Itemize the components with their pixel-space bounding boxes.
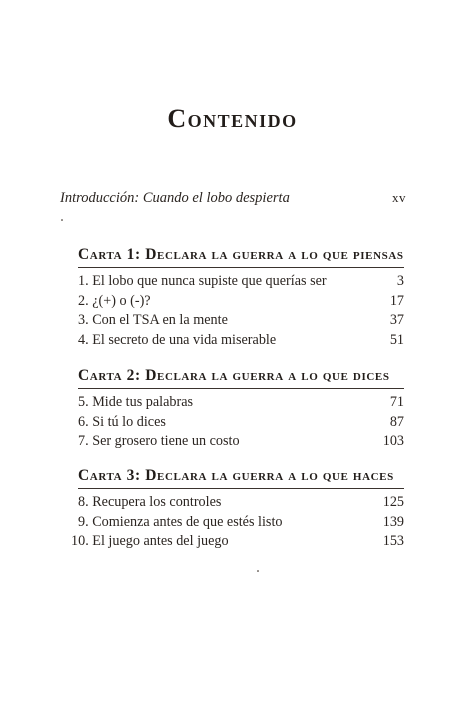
toc-entry [71,532,404,552]
paper-speck [257,570,259,572]
page-title: Contenido [167,104,298,133]
entry-label: ¿(+) o (-)? [92,292,151,309]
toc-entry [78,432,404,452]
entry-label: El secreto de una vida miserable [92,331,277,348]
section-divider [78,488,404,489]
toc-entry [78,493,404,513]
entry-label: Con el TSA en la mente [92,312,228,329]
entry-page-number: 103 [382,433,404,450]
entry-label: El lobo que nunca supiste que querías ser [92,273,327,289]
entry-label: Comienza antes de que estés listo [92,513,283,530]
entry-number: 8. [78,494,89,510]
intro-label: Introducción: Cuando el lobo despierta [60,190,290,206]
toc-entry [78,331,404,351]
entry-label: El juego antes del juego [92,533,229,550]
entry-number: 4. [78,331,89,348]
entry-label: Recupera los controles [92,494,222,510]
toc-section-2 [78,367,404,452]
intro-page-number: xv [392,190,406,205]
entry-label: Si tú lo dices [92,413,166,430]
entry-page-number: 87 [389,413,404,430]
entry-page-number: 17 [389,292,404,309]
entry-number: 10. [71,533,89,550]
entry-number: 6. [78,413,89,430]
entry-number: 5. [78,394,89,410]
entry-page-number: 37 [389,312,404,329]
entry-page-number: 71 [389,394,404,410]
entry-number: 1. [78,273,89,289]
entry-page-number: 125 [382,494,404,510]
entry-page-number: 51 [389,331,404,348]
entry-label: Ser grosero tiene un costo [92,433,240,450]
entry-number: 3. [78,312,89,329]
entry-number: 9. [78,513,89,530]
toc-section-3 [71,467,404,552]
entry-number: 7. [78,433,89,450]
section-divider [78,388,404,389]
toc-section-1 [78,246,404,350]
section-title: Carta 1: Declara la guerra a lo que piensas [78,246,404,263]
toc-entry [78,413,404,433]
paper-speck [61,219,63,221]
toc-entry [78,393,404,413]
entry-page-number: 139 [382,513,404,530]
toc-entry [78,292,404,312]
toc-entry [78,513,404,533]
entry-label: Mide tus palabras [92,394,194,410]
toc-entry [78,311,404,331]
entry-number: 2. [78,292,89,309]
toc-entry [78,272,404,292]
entry-page-number: 153 [382,533,404,550]
toc-intro-entry [60,190,406,207]
section-divider [78,267,404,268]
section-title: Carta 2: Declara la guerra a lo que dices [78,367,390,384]
section-title: Carta 3: Declara la guerra a lo que haces [78,467,394,484]
entry-page-number: 3 [396,273,404,289]
